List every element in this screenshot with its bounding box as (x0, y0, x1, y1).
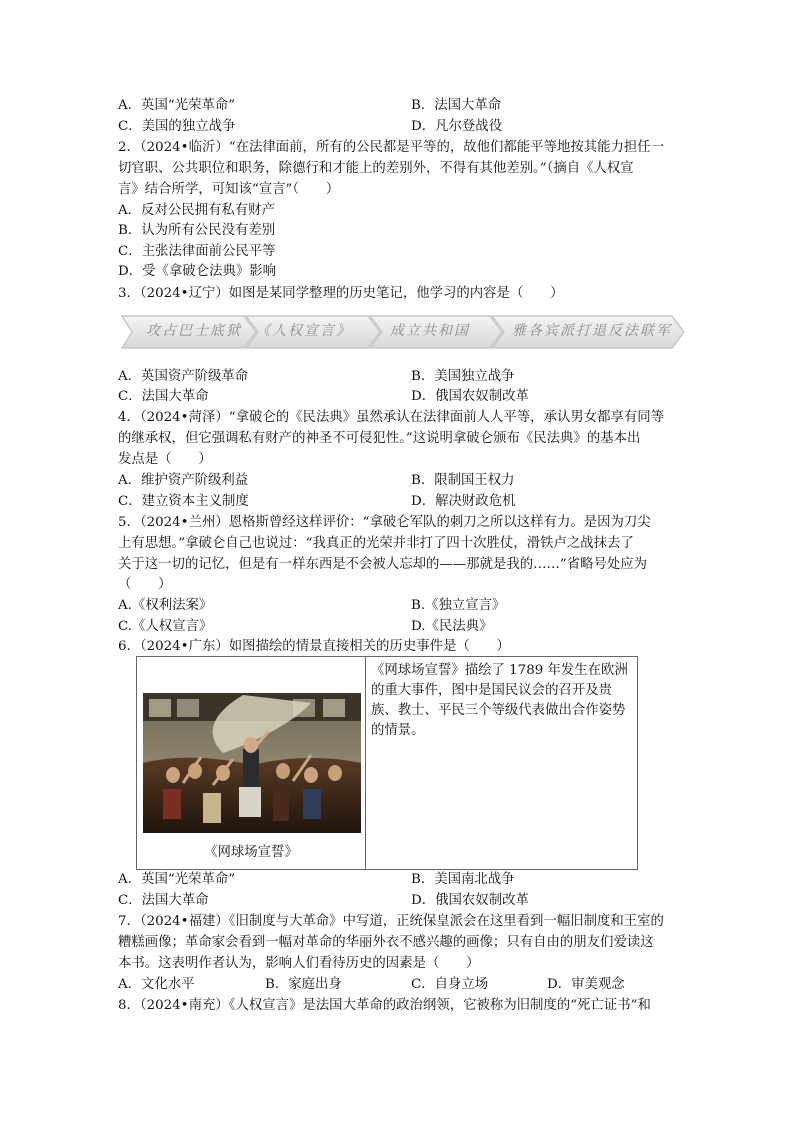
q4-stem-line: 4．（2024•菏泽）“拿破仑的《民法典》虽然承认在法律面前人人平等，承认男女都享有同等 (118, 410, 665, 425)
q2-option-a: A．反对公民拥有私有财产 (118, 203, 275, 218)
q3-stem: 3．（2024•辽宁）如图是某同学整理的历史笔记，他学习的内容是（ ） (118, 286, 564, 301)
q7-option-b: B．家庭出身 (265, 977, 342, 992)
q4-option-a: A．维护资产阶级利益 (118, 473, 249, 488)
q2-option-b: B．认为所有公民没有差别 (118, 223, 276, 238)
q7-stem-line: 糟糕画像；革命家会看到一幅对革命的华丽外衣不感兴趣的画像；只有自由的朋友们爱读这 (118, 935, 654, 950)
q6-option-d: D．俄国农奴制改革 (411, 893, 529, 908)
q1-option-a: A．英国“光荣革命” (118, 98, 236, 113)
table-divider (365, 657, 366, 869)
history-notes-flowchart (120, 312, 686, 352)
q4-option-b: B．限制国王权力 (411, 473, 515, 488)
q5-stem-line: 上有思想。”拿破仑自己也说过：“我真正的光荣并非打了四十次胜仗，滑铁卢之战抹去了 (118, 536, 634, 551)
q7-stem-line: 本书。这表明作者认为，影响人们看待历史的因素是（ ） (118, 956, 480, 971)
q3-option-a: A．英国资产阶级革命 (118, 369, 249, 384)
q3-option-b: B．美国独立战争 (411, 369, 515, 384)
q5-stem-line: 关于这一切的记忆，但是有一样东西是不会被人忘却的——那就是我的……”省略号处应为 (118, 557, 648, 572)
q1-option-b: B．法国大革命 (411, 98, 502, 113)
flow-step-3: 成立共和国 (390, 323, 470, 339)
q2-stem-line: 2．（2024•临沂）“在法律面前，所有的公民都是平等的，故他们都能平等地按其能力担任一 (118, 140, 665, 155)
flow-step-2: 《人权宣言》 (256, 323, 352, 339)
q6-option-a: A．英国“光荣革命” (118, 872, 236, 887)
q6-stem: 6．（2024•广东）如图描绘的情景直接相关的历史事件是（ ） (118, 639, 510, 654)
q1-option-d: D．凡尔登战役 (411, 119, 503, 134)
q5-option-c: C.《人权宣言》 (118, 619, 213, 634)
q6-option-b: B．美国南北战争 (411, 872, 515, 887)
q2-option-c: C．主张法律面前公民平等 (118, 244, 276, 259)
q5-option-a: A.《权利法案》 (118, 598, 213, 613)
q8-stem-line: 8．（2024•南充）《人权宣言》是法国大革命的政治纲领，它被称为旧制度的“死亡证书”和 (118, 998, 651, 1013)
q4-option-c: C．建立资本主义制度 (118, 494, 249, 509)
flow-step-4: 雅各宾派打退反法联军 (512, 323, 672, 339)
q2-stem-line: 言》结合所学，可知该“宣言”（ ） (118, 182, 340, 197)
q5-stem-line: 5．（2024•兰州）恩格斯曾经这样评价：“拿破仑军队的刺刀之所以这样有力。是因为刀尖 (118, 515, 651, 530)
q5-option-b: B.《独立宣言》 (411, 598, 506, 613)
q3-option-d: D．俄国农奴制改革 (411, 389, 529, 404)
q2-option-d: D．受《拿破仑法典》影响 (118, 264, 277, 279)
painting-caption: 《网球场宣誓》 (204, 845, 298, 860)
q5-option-d: D.《民法典》 (411, 619, 493, 634)
q5-stem-line: （ ） (118, 577, 172, 592)
q7-option-c: C．自身立场 (411, 977, 489, 992)
q7-option-a: A．文化水平 (118, 977, 195, 992)
q4-stem-line: 的继承权，但它强调私有财产的神圣不可侵犯性。”这说明拿破仑颁布《民法典》的基本出 (118, 431, 641, 446)
tennis-court-oath-painting (143, 693, 361, 833)
q6-figure-table (136, 656, 638, 870)
painting-description: 《网球场宣誓》描绘了 1789 年发生在欧洲的重大事件，图中是国民议会的召开及贵族、教士、平民三个等级代表做出合作姿势的情景。 (371, 663, 628, 738)
q4-stem-line: 发点是（ ） (118, 452, 212, 467)
q1-option-c: C．美国的独立战争 (118, 119, 236, 134)
q7-option-d: D．审美观念 (547, 977, 625, 992)
q7-stem-line: 7．（2024•福建）《旧制度与大革命》中写道，正统保皇派会在这里看到一幅旧制度和王室的 (118, 914, 664, 929)
q6-option-c: C．法国大革命 (118, 893, 209, 908)
q2-stem-line: 切官职、公共职位和职务，除德行和才能上的差别外，不得有其他差别。”（摘自《人权宣 (118, 161, 634, 176)
q4-option-d: D．解决财政危机 (411, 494, 516, 509)
flow-step-1: 攻占巴士底狱 (146, 323, 242, 339)
q3-option-c: C．法国大革命 (118, 389, 209, 404)
